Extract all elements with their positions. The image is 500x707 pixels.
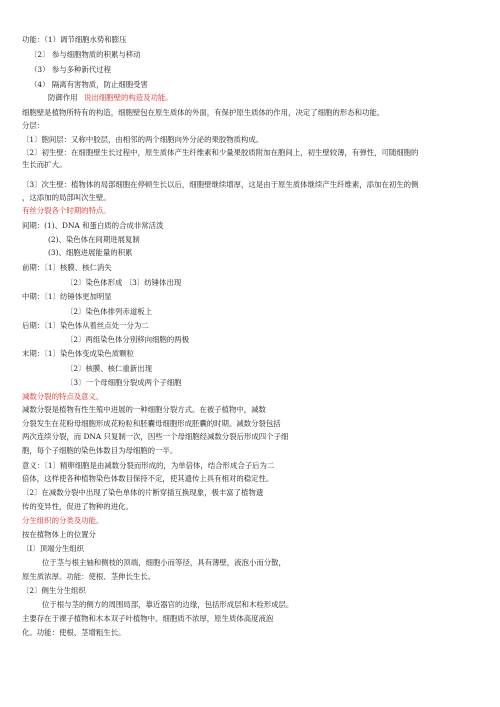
text-line: 传的变异性，促进了物种的进化。 — [22, 502, 133, 511]
text-line: 中期：〔1〕纺锤体更加明显 — [22, 292, 112, 301]
text-line: 后期：〔1〕染色体从着丝点处一分为二 — [22, 321, 149, 330]
text-line: ，这添加的局部叫次生壁。 — [22, 193, 111, 202]
text-line: 减数分裂是植物有性生殖中进展的一种细胞分裂方式。在被子植物中，减数 — [22, 405, 266, 414]
text-line: 〔2〕核膜、核仁重新出现 — [66, 364, 153, 373]
text-line: 〔1〕胞间层：又称中胶层，由相邻的两个细胞向外分泌的果胶物质构成。 — [22, 135, 264, 144]
text-line: 〔Ⅰ〕顶端分生组织 — [22, 544, 85, 553]
text-line: 两次连续分裂，而 DNA 只复制一次，因些一个母细胞经减数分裂后形成四个子细 — [22, 432, 289, 441]
text-line: 位于根与茎的侧方的周围局部，靠近器官的边缘，包括形成层和木栓形成层。 — [42, 600, 294, 609]
text-line: 〔2〕染色体排列赤道板上 — [66, 307, 153, 316]
text-line: 生长而扩大。 — [22, 160, 67, 169]
text-line: （3） 参与多种新代过程 — [30, 65, 111, 74]
text-line: 主要存在于裸子植物和木本双子叶植物中。细胞质不浓厚，原生质体高度液泡 — [22, 614, 274, 623]
text-line: 间期：(1)、DNA 和蛋白质的合成非常活泼 — [22, 221, 164, 230]
text-line: 〔2〕染色体形成 〔3〕纺锤体出现 — [66, 278, 182, 287]
text-line: 前期：〔1〕核膜、核仁消失 — [22, 263, 112, 272]
text-line: (2)、染色体在间期进展复制 — [48, 235, 140, 244]
text-line: 防御作用 — [48, 93, 78, 102]
text-line: 位于茎与根主轴和侧枝的顶端，细胞小而等径，具有薄壁，液泡小而分散， — [42, 558, 286, 567]
text-line: 〔2〕 参与细胞物质的积累与移动 — [30, 50, 141, 59]
section-heading: 说出细胞壁的构造及功能。 — [84, 93, 173, 102]
section-heading: 减数分裂的特点及意义。 — [22, 392, 104, 401]
text-line: 〔2〕在减数分裂中出现了染色单体的片断穿插互换现象，极丰富了植物遗 — [22, 488, 264, 497]
text-line: 细胞壁是植物所特有的构造，细胞壁包在原生质体的外面，有保护原生质体的作用，决定了细胞的形态和功能。 — [22, 108, 385, 117]
text-line: 〔2〕初生壁：在细胞壁生长过程中，原生质体产生纤维素和少量果胶质附加在胞间上，初生壁较薄，有弹性，可随细胞的 — [22, 148, 419, 157]
text-line: 化。功能：使根、茎增粗生长。 — [22, 628, 126, 637]
text-line: 功能：（1）调节细胞水势和膨压 — [22, 35, 127, 44]
text-line: 末期：〔1〕染色体变成染色质颗粒 — [22, 349, 134, 358]
text-line: 〔3〕次生壁：植物体的局部细胞在停顿生长以后，细胞壁继续增厚，这是由于原生质体继续产生纤维素，添加在初生的侧 — [22, 180, 419, 189]
text-line: 分层： — [22, 121, 45, 130]
text-line: 分裂发生在花粉母细胞形成花粉粒和胚囊母细胞形成胚囊的时期。减数分裂包括 — [22, 419, 281, 428]
text-line: 〔2〕侧生分生组织 — [22, 586, 86, 595]
section-heading: 有丝分裂各个时期的特点。 — [22, 206, 111, 215]
text-line: 原生质浓厚。功能：使根、茎伸长生长。 — [22, 572, 156, 581]
text-line: 按在植物体上的位置分 — [22, 530, 96, 539]
text-line: 倍体，这样使各种植物染色体数目保持不定，使其遗传上具有相对的稳定性。 — [22, 474, 274, 483]
text-line: 〔3〕一个母细胞分裂成两个子细胞 — [66, 378, 182, 387]
section-heading: 分生组织的分类及功能。 — [22, 516, 104, 525]
text-line: 〔2〕两组染色体分别移向细胞的两极 — [66, 335, 189, 344]
text-line: 意义：〔1〕精卵细胞是由减数分裂而形成的，为单倍体，结合形成合子后为二 — [22, 461, 275, 470]
text-line: （4） 隔离有害物质，防止细胞受害 — [30, 80, 148, 89]
text-line: 胞，每个子细胞的染色体数目为母细胞的一半。 — [22, 446, 178, 455]
text-line: (3)、细胞进展能量的积累 — [48, 248, 133, 257]
